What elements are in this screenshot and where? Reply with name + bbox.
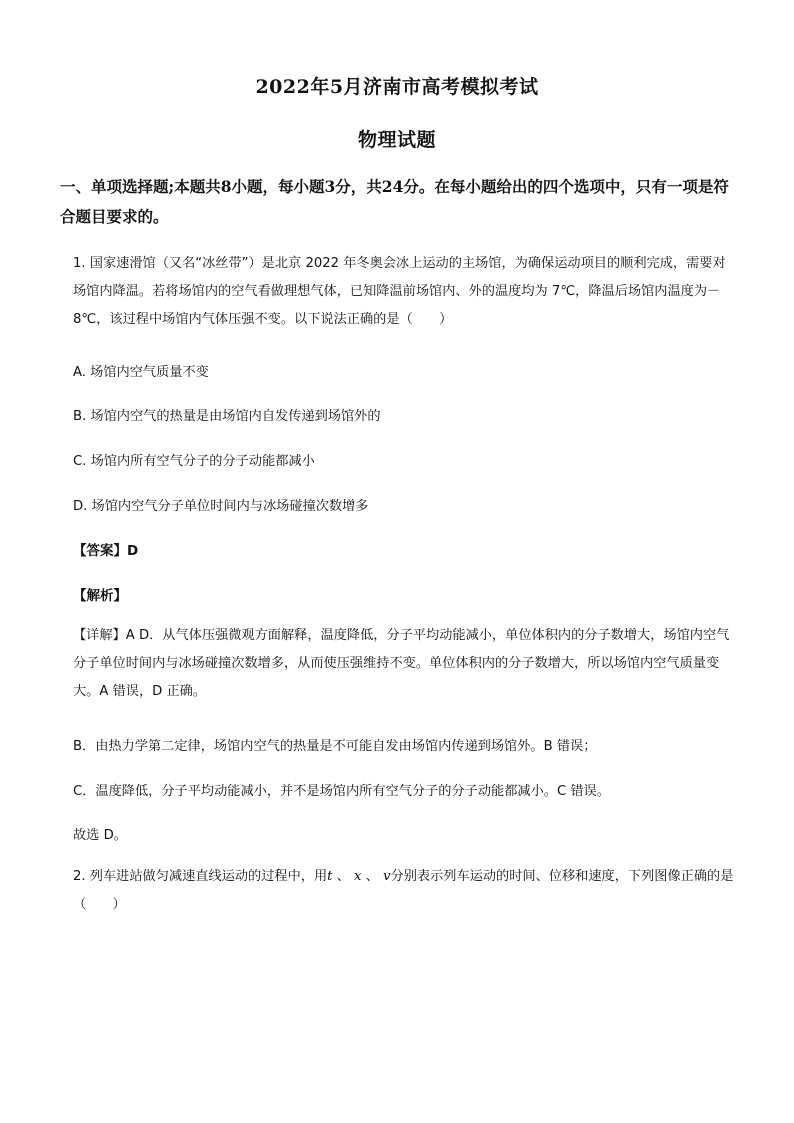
- analysis-label: 【解析】: [73, 588, 127, 604]
- variable-x: x: [354, 869, 362, 884]
- variable-v: v: [383, 869, 391, 884]
- separator: 、: [361, 869, 384, 884]
- detail-explanation: 【详解】A D．从气体压强微观方面解释，温度降低，分子平均动能减小，单位体积内的分子数增大，场馆内空气分子单位时间内与冰场碰撞次数增多，从而使压强维持不变。单位体积内的分子数增大，所以场馆内空气质量变大。A 错误，D 正确。: [73, 628, 730, 699]
- exam-title: 2022年5月济南市高考模拟考试: [255, 76, 539, 98]
- question-1-stem: 1. 国家速滑馆（又名“冰丝带”）是北京 2022 年冬奥会冰上运动的主场馆，为确保运动项目的顺利完成，需要对场馆内降温。若将场馆内的空气看做理想气体，已知降温前场馆内、外的温度均为 7℃，降温后场馆内温度为－8℃，该过程中场馆内气体压强不变。以下说法正确的是（ ）: [73, 256, 726, 327]
- variable-t: t: [327, 869, 333, 884]
- option-b-explanation: B．由热力学第二定律，场馆内空气的热量是不可能自发由场馆内传递到场馆外。B 错误；: [73, 739, 597, 754]
- question-1-option-a: A. 场馆内空气质量不变: [73, 365, 209, 380]
- question-1-option-b: B. 场馆内空气的热量是由场馆内自发传递到场馆外的: [73, 409, 381, 424]
- section-heading: 一、单项选择题;本题共8小题，每小题3分，共24分。在每小题给出的四个选项中，只有一项是符合题目要求的。: [60, 177, 729, 226]
- question-2-stem-start: 2. 列车进站做匀减速直线运动的过程中，用: [73, 869, 328, 884]
- question-1-option-d: D. 场馆内空气分子单位时间内与冰场碰撞次数增多: [73, 499, 369, 514]
- option-c-explanation: C．温度降低，分子平均动能减小，并不是场馆内所有空气分子的分子动能都减小。C 错误。: [73, 784, 610, 799]
- question-2-stem-end: 分别表示列车运动的时间、位移和速度，下列图像正确的是（ ）: [73, 869, 734, 912]
- conclusion: 故选 D。: [73, 828, 127, 843]
- separator: 、: [332, 869, 355, 884]
- exam-subtitle: 物理试题: [357, 129, 436, 151]
- question-2-stem: [73, 863, 738, 919]
- answer-label: 【答案】D: [73, 543, 139, 559]
- question-1-option-c: C. 场馆内所有空气分子的分子动能都减小: [73, 454, 315, 469]
